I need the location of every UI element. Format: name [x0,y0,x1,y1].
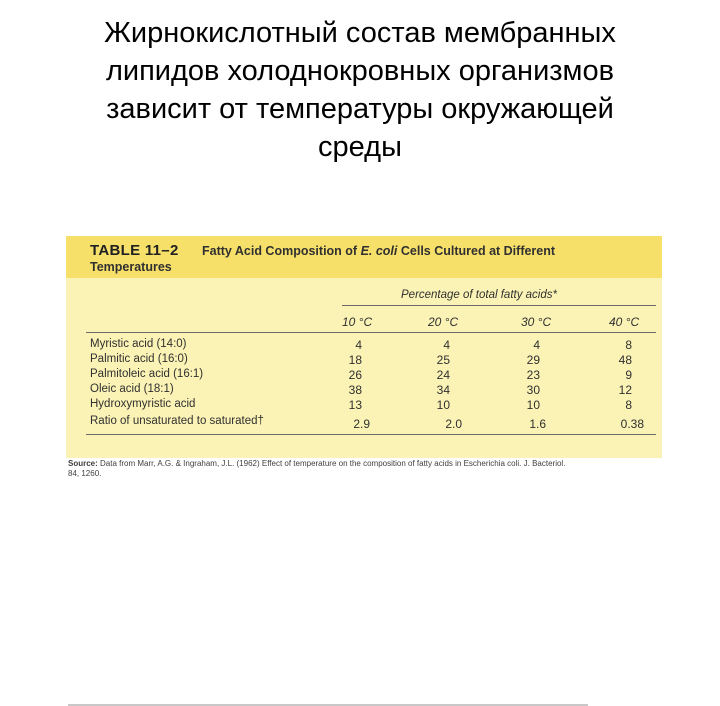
table-cell: 4 [533,338,540,352]
table-caption-species: E. coli [360,244,398,258]
table-caption-part-1: Fatty Acid Composition of [202,244,361,258]
column-group-rule [342,305,656,306]
column-group-header: Percentage of total fatty acids* [401,289,557,301]
table-cell: 10 [526,398,540,412]
table-cell: 12 [618,383,632,397]
slide-title-line-3: зависит от температуры окружающей [106,93,614,125]
row-label: Palmitic acid (16:0) [90,353,188,365]
column-header-10c: 10 °C [342,315,373,329]
table-cell: 18 [348,353,362,367]
table-cell: 34 [436,383,450,397]
table-cell: 25 [436,353,450,367]
table-cell: 2.0 [445,417,462,431]
table-cell: 38 [348,383,362,397]
table-number: TABLE 11–2 [90,242,179,259]
slide-title [40,14,680,166]
table-cell: 26 [348,368,362,382]
source-label: Source: [68,459,98,468]
table-cell: 1.6 [529,417,546,431]
table-cell: 13 [348,398,362,412]
source-text: Data from Marr, A.G. & Ingraham, J.L. (1962) Effect of temperature on the composition of fatty acids in Escherichia coli. J. Bacteriol. [97,459,566,468]
row-label: Hydroxymyristic acid [90,398,196,410]
slide-title-line-1: Жирнокислотный состав мембранных [104,17,616,49]
table-figure [66,236,662,488]
slide-title-line-2: липидов холоднокровных организмов [105,55,615,87]
column-header-40c: 40 °C [609,315,640,329]
slide-title-line-4: среды [318,131,402,163]
row-label: Oleic acid (18:1) [90,383,174,395]
table-caption-part-2: Cells Cultured at Different [397,244,556,258]
table-cell: 30 [526,383,540,397]
column-header-30c: 30 °C [521,315,552,329]
table-source [66,458,662,488]
table-cell: 23 [526,368,540,382]
header-rule [86,332,656,333]
column-header-20c: 20 °C [428,315,459,329]
row-label: Myristic acid (14:0) [90,338,187,350]
table-caption [202,244,555,258]
source-text-line-2: 84, 1260. [68,469,102,478]
table-cell: 24 [436,368,450,382]
table-cell: 4 [443,338,450,352]
table-cell: 29 [526,353,540,367]
table-cell: 48 [618,353,632,367]
row-label: Ratio of unsaturated to saturated† [90,415,264,427]
table-cell: 0.38 [620,417,644,431]
table-cell: 9 [625,368,632,382]
table-cell: 8 [625,338,632,352]
table-cell: 10 [436,398,450,412]
table-cell: 8 [625,398,632,412]
table-caption-line-2: Temperatures [90,260,172,274]
table-cell: 2.9 [353,417,370,431]
table-cell: 4 [355,338,362,352]
bottom-rule [86,434,656,435]
row-label: Palmitoleic acid (16:1) [90,368,204,380]
